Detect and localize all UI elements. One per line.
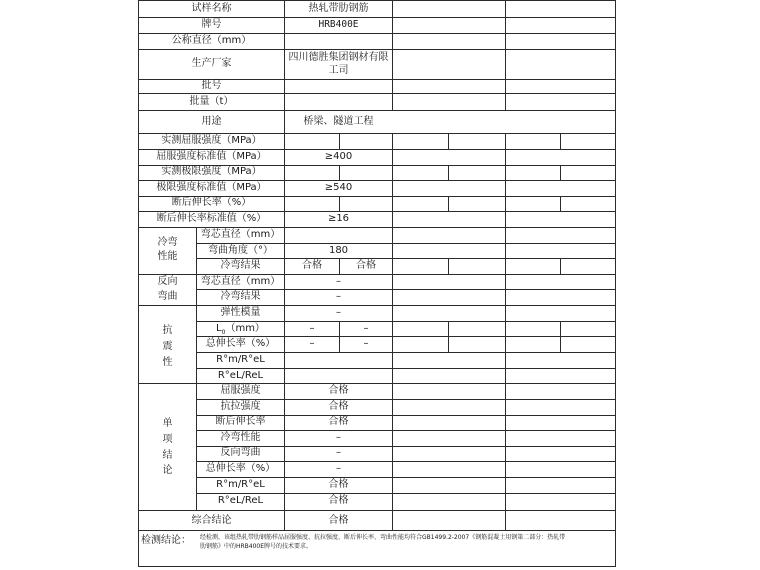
conclusion-item-value: 合格 xyxy=(328,495,349,506)
rule xyxy=(196,430,616,431)
rule xyxy=(505,180,506,196)
inspection-conclusion-text-line2: 肋钢筋》中的HRB400E牌号的技术要求。 xyxy=(200,543,313,550)
rule xyxy=(138,180,616,181)
rule xyxy=(196,368,616,369)
conclusion-item-label: 屈服强度 xyxy=(220,385,261,396)
rule xyxy=(560,133,561,149)
manufacturer-value-line1: 四川德胜集团钢材有限 xyxy=(288,52,389,63)
rule xyxy=(138,49,616,50)
measured-yield-label: 实测屈服强度（MPa） xyxy=(161,135,262,146)
conclusion-item-label: 抗拉强度 xyxy=(220,401,261,412)
rule xyxy=(138,93,616,94)
measured-ultimate-label: 实测极限强度（MPa） xyxy=(161,166,262,177)
yield-standard-value: ≥400 xyxy=(324,151,353,162)
conclusion-group-char: 结 xyxy=(162,450,173,461)
rule xyxy=(138,149,616,150)
manufacturer-value-line2: 工司 xyxy=(328,65,349,76)
rule xyxy=(138,110,616,111)
rule xyxy=(505,211,506,227)
rule xyxy=(339,196,340,211)
rule xyxy=(505,258,506,274)
batch-qty-label: 批量（t） xyxy=(189,96,234,107)
reverse-bend-group-line1: 反向 xyxy=(157,276,178,287)
rule xyxy=(392,180,393,196)
ultimate-standard-value: ≥540 xyxy=(324,182,353,193)
total-elongation-value-2: – xyxy=(363,338,369,349)
rule xyxy=(615,0,616,566)
rule xyxy=(138,17,616,18)
rule xyxy=(505,352,506,383)
rule xyxy=(392,227,393,258)
conclusion-item-value: 合格 xyxy=(328,385,349,396)
nominal-diameter-label: 公称直径（mm） xyxy=(171,35,252,46)
overall-conclusion-label: 综合结论 xyxy=(191,515,232,526)
l0-value-1: – xyxy=(309,323,315,334)
reverse-bend-mandrel-label: 弯芯直径（mm） xyxy=(200,276,281,287)
rule xyxy=(392,383,393,530)
seismic-group-char: 性 xyxy=(162,357,173,368)
grade-value: HRB400E xyxy=(318,19,359,30)
conclusion-item-value: – xyxy=(336,447,341,458)
elongation-standard-value: ≥16 xyxy=(327,213,350,224)
rule xyxy=(138,510,616,511)
rule xyxy=(196,352,616,353)
grade-label: 牌号 xyxy=(201,19,222,30)
rule xyxy=(448,165,449,180)
cold-bend-result-2: 合格 xyxy=(356,260,376,271)
rule xyxy=(138,566,616,567)
conclusion-group-char: 项 xyxy=(162,434,173,445)
rule xyxy=(196,493,616,494)
cold-bend-angle-value: 180 xyxy=(328,245,349,256)
rule xyxy=(448,258,449,274)
inspection-conclusion-text-line1: 经检测，该组热轧带肋钢筋样品屈服强度、抗拉强度、断后伸长率、弯曲性能均符合GB1499.2-2007《钢筋混凝土用钢第二部分：热轧带 xyxy=(200,534,566,541)
specimen-name-label: 试样名称 xyxy=(191,3,232,14)
total-elongation-label: 总伸长率（%） xyxy=(205,338,276,349)
cold-bend-result-1: 合格 xyxy=(302,260,322,271)
rule xyxy=(138,227,616,228)
rule xyxy=(448,196,449,211)
rule xyxy=(448,133,449,149)
rule xyxy=(392,352,393,383)
rule xyxy=(392,196,393,211)
overall-conclusion-value: 合格 xyxy=(328,515,349,526)
rule xyxy=(505,383,506,530)
conclusion-item-label: R°m/R°eL xyxy=(216,479,265,490)
rule xyxy=(196,477,616,478)
rule xyxy=(339,165,340,180)
elongation-label: 断后伸长率（%） xyxy=(171,197,252,208)
rule xyxy=(392,0,393,110)
elongation-standard-label: 断后伸长率标准值（%） xyxy=(156,213,267,224)
ultimate-standard-label: 极限强度标准值（MPa） xyxy=(156,182,267,193)
rule xyxy=(138,0,616,1)
ratio-rel-label: R°eL/ReL xyxy=(217,370,264,381)
rule xyxy=(138,211,616,212)
rule xyxy=(138,274,616,275)
rule xyxy=(505,133,506,149)
total-elongation-value-1: – xyxy=(309,338,315,349)
conclusion-item-value: 合格 xyxy=(328,416,349,427)
conclusion-item-label: R°eL/ReL xyxy=(217,495,264,506)
cold-bend-mandrel-label: 弯芯直径（mm） xyxy=(200,229,281,240)
rule xyxy=(392,165,393,180)
rule xyxy=(138,530,616,531)
rule xyxy=(392,149,393,165)
rule xyxy=(138,305,616,306)
rule xyxy=(138,383,616,384)
rule xyxy=(505,321,506,352)
rule xyxy=(505,274,506,321)
reverse-bend-result-label: 冷弯结果 xyxy=(220,291,261,302)
rule xyxy=(505,0,506,110)
conclusion-item-label: 反向弯曲 xyxy=(220,447,261,458)
elastic-modulus-label: 弹性模量 xyxy=(220,307,261,318)
seismic-group-char: 抗 xyxy=(162,325,173,336)
rule xyxy=(560,321,561,352)
rule xyxy=(196,321,616,322)
l0-label: $L_0(mm)$ xyxy=(216,323,265,336)
rule xyxy=(196,289,616,290)
rule xyxy=(505,149,506,165)
usage-label: 用途 xyxy=(201,116,222,127)
reverse-bend-mandrel-value: – xyxy=(336,276,341,287)
conclusion-item-label: 总伸长率（%） xyxy=(205,463,276,474)
cold-bend-angle-label: 弯曲角度（°） xyxy=(208,245,273,256)
l0-value-2: – xyxy=(363,323,369,334)
rule xyxy=(196,399,616,400)
ratio-rm-rel-label: R°m/R°eL xyxy=(216,354,265,365)
reverse-bend-group-line2: 弯曲 xyxy=(157,291,178,302)
seismic-group-char: 震 xyxy=(162,341,173,352)
yield-standard-label: 屈服强度标准值（MPa） xyxy=(156,151,267,162)
conclusion-group-char: 论 xyxy=(162,465,173,476)
conclusion-item-label: 冷弯性能 xyxy=(220,432,261,443)
manufacturer-label: 生产厂家 xyxy=(191,58,232,69)
cold-bend-result-label: 冷弯结果 xyxy=(220,260,261,271)
elastic-modulus-value: – xyxy=(336,307,341,318)
batch-no-label: 批号 xyxy=(201,80,222,91)
cold-bend-group-line1: 冷弯 xyxy=(157,237,178,248)
cold-bend-group-line2: 性能 xyxy=(157,251,178,262)
rule xyxy=(505,165,506,180)
conclusion-item-label: 断后伸长率 xyxy=(215,416,266,427)
rule xyxy=(560,165,561,180)
rule xyxy=(505,196,506,211)
rule xyxy=(392,274,393,321)
conclusion-group-char: 单 xyxy=(162,418,173,429)
usage-value: 桥梁、隧道工程 xyxy=(303,116,374,127)
inspection-conclusion-label: 检测结论： xyxy=(141,535,191,546)
rule xyxy=(448,321,449,352)
rule xyxy=(560,258,561,274)
rule xyxy=(392,258,393,274)
rule xyxy=(392,321,393,352)
rule xyxy=(392,211,393,227)
rule xyxy=(196,258,616,259)
conclusion-item-value: 合格 xyxy=(328,401,349,412)
conclusion-item-value: 合格 xyxy=(328,479,349,490)
rule xyxy=(392,133,393,149)
conclusion-item-value: – xyxy=(336,432,341,443)
reverse-bend-result-value: – xyxy=(336,291,341,302)
rule xyxy=(560,196,561,211)
specimen-name-value: 热轧带肋钢筋 xyxy=(308,3,369,14)
rule xyxy=(505,227,506,258)
rule xyxy=(196,243,616,244)
rule xyxy=(138,33,616,34)
conclusion-item-value: – xyxy=(336,463,341,474)
rule xyxy=(196,461,616,462)
rule xyxy=(339,133,340,149)
rule xyxy=(138,133,616,134)
